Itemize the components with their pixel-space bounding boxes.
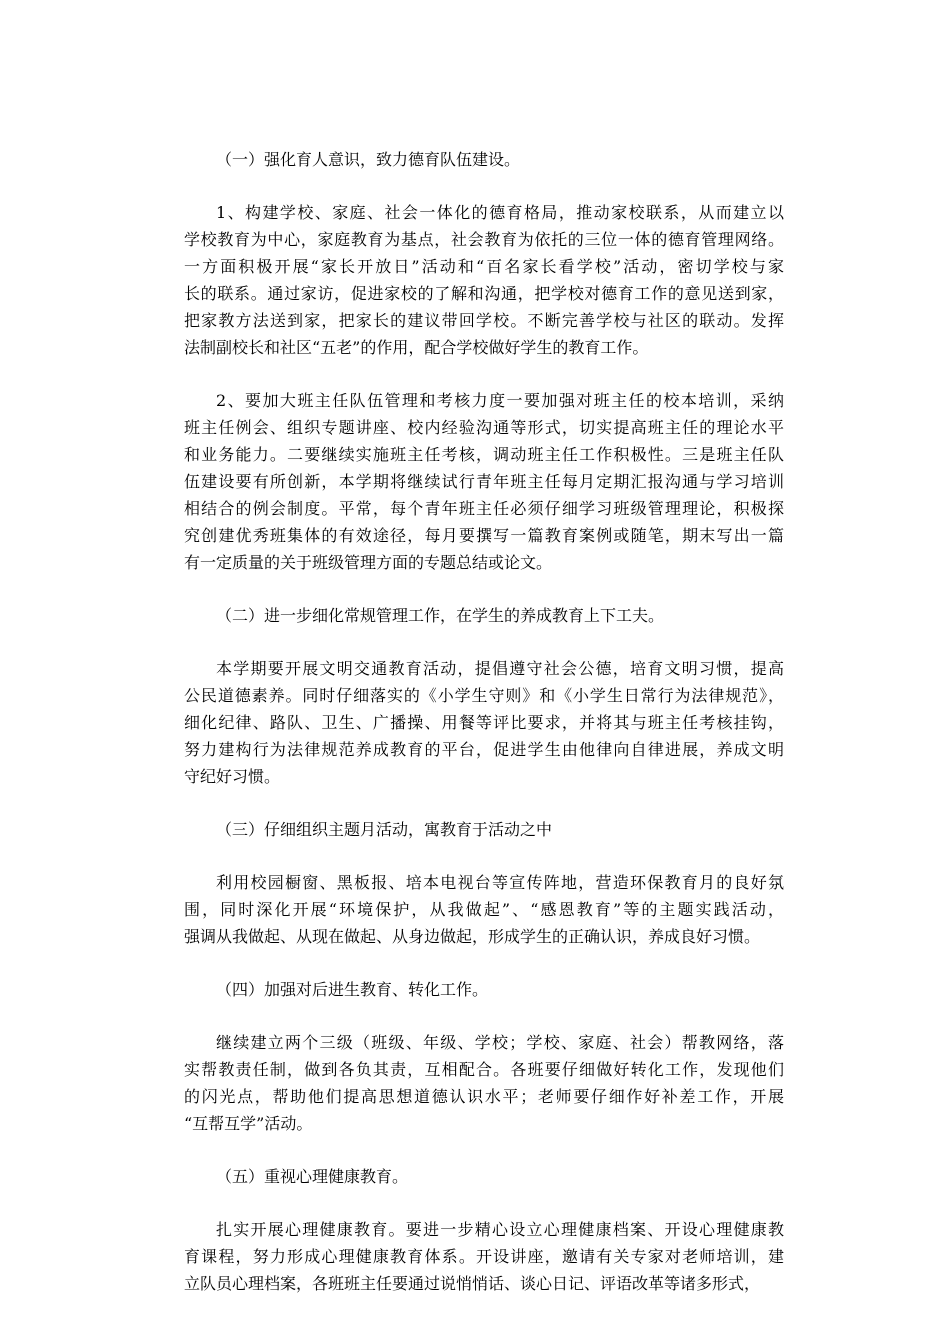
paragraph-line: 努力建构行为法律规范养成教育的平台，促进学生由他律向自律进展，养成文明 (184, 740, 784, 759)
paragraph-line: 公民道德素养。同时仔细落实的《小学生守则》和《小学生日常行为法律规范》， (184, 686, 784, 705)
paragraph-line: 继续建立两个三级（班级、年级、学校；学校、家庭、社会）帮教网络，落 (216, 1033, 784, 1052)
body-paragraph (184, 1216, 784, 1297)
paragraph-line: 相结合的例会制度。平常，每个青年班主任必须仔细学习班级管理理论，积极探 (184, 499, 784, 518)
paragraph-line: 实帮教责任制，做到各负其责，互相配合。各班要仔细做好转化工作，发现他们 (184, 1060, 784, 1079)
document-body (184, 146, 784, 1323)
paragraph-line: 2、要加大班主任队伍管理和考核力度一要加强对班主任的校本培训，采纳 (216, 391, 784, 410)
paragraph-line: “互帮互学”活动。 (184, 1114, 313, 1133)
paragraph-line: 和业务能力。二要继续实施班主任考核，调动班主任工作积极性。三是班主任队 (184, 445, 784, 464)
paragraph-line: 的闪光点，帮助他们提高思想道德认识水平；老师要仔细作好补差工作，开展 (184, 1087, 784, 1106)
paragraph-line: 本学期要开展文明交通教育活动，提倡遵守社会公德，培育文明习惯，提高 (216, 659, 784, 678)
paragraph-line: 育课程，努力形成心理健康教育体系。开设讲座，邀请有关专家对老师培训，建 (184, 1247, 784, 1266)
section-heading: （二）进一步细化常规管理工作，在学生的养成教育上下工夫。 (216, 606, 665, 625)
section-heading: （一）强化育人意识，致力德育队伍建设。 (216, 150, 521, 169)
body-paragraph (184, 869, 784, 950)
body-paragraph (184, 387, 784, 576)
section-heading: （三）仔细组织主题月活动，寓教育于活动之中 (216, 820, 553, 839)
section-heading: （五）重视心理健康教育。 (216, 1167, 409, 1186)
paragraph-line: 学校教育为中心，家庭教育为基点，社会教育为依托的三位一体的德育管理网络。 (184, 230, 784, 249)
paragraph-line: 扎实开展心理健康教育。要进一步精心设立心理健康档案、开设心理健康教 (216, 1220, 784, 1239)
section-heading: （四）加强对后进生教育、转化工作。 (216, 980, 489, 999)
paragraph-line: 立队员心理档案，各班班主任要通过说悄悄话、谈心日记、评语改革等诸多形式， (184, 1274, 761, 1293)
paragraph-line: 把家教方法送到家，把家长的建议带回学校。不断完善学校与社区的联动。发挥 (184, 311, 784, 330)
paragraph-line: 班主任例会、组织专题讲座、校内经验沟通等形式，切实提高班主任的理论水平 (184, 418, 784, 437)
paragraph-line: 一方面积极开展“家长开放日”活动和“百名家长看学校”活动，密切学校与家 (184, 257, 784, 276)
paragraph-line: 有一定质量的关于班级管理方面的专题总结或论文。 (184, 553, 553, 572)
paragraph-line: 伍建设要有所创新，本学期将继续试行青年班主任每月定期汇报沟通与学习培训 (184, 472, 784, 491)
body-paragraph (184, 1029, 784, 1137)
body-paragraph (184, 655, 784, 790)
paragraph-line: 细化纪律、路队、卫生、广播操、用餐等评比要求，并将其与班主任考核挂钩， (184, 713, 784, 732)
paragraph-line: 围，同时深化开展“环境保护，从我做起”、“感恩教育”等的主题实践活动， (184, 900, 784, 919)
paragraph-line: 利用校园橱窗、黑板报、培本电视台等宣传阵地，营造环保教育月的良好氛 (216, 873, 784, 892)
body-paragraph (184, 199, 784, 361)
paragraph-line: 守纪好习惯。 (184, 767, 281, 786)
paragraph-line: 长的联系。通过家访，促进家校的了解和沟通，把学校对德育工作的意见送到家， (184, 284, 784, 303)
paragraph-line: 法制副校长和社区“五老”的作用，配合学校做好学生的教育工作。 (184, 338, 649, 357)
paragraph-line: 1、构建学校、家庭、社会一体化的德育格局，推动家校联系，从而建立以 (216, 203, 784, 222)
paragraph-line: 强调从我做起、从现在做起、从身边做起，形成学生的正确认识，养成良好习惯。 (184, 927, 761, 946)
paragraph-line: 究创建优秀班集体的有效途径，每月要撰写一篇教育案例或随笔，期末写出一篇 (184, 526, 784, 545)
